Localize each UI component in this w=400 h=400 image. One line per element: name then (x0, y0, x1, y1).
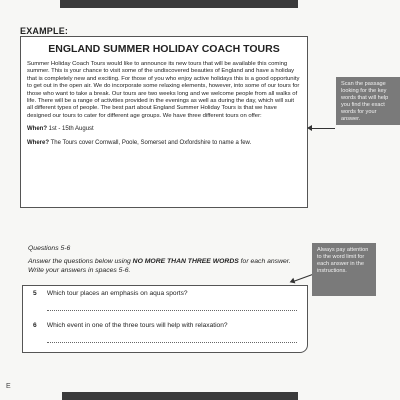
question-text: Which event in one of the three tours will help with relaxation? (46, 322, 228, 329)
questions-title: Questions 5-6 (28, 245, 71, 252)
example-title: ENGLAND SUMMER HOLIDAY COACH TOURS (48, 43, 280, 55)
where-value: The Tours cover Cornwall, Poole, Somerset and Oxfordshire to name a few. (50, 139, 252, 146)
when-line (27, 126, 301, 134)
answer-line-6[interactable] (47, 342, 297, 343)
where-label: Where? (27, 139, 50, 146)
bottom-decorative-bar (62, 392, 298, 400)
where-line (27, 140, 301, 148)
arrow-left-icon (311, 128, 335, 129)
instruction-bold: NO MORE THAN THREE WORDS (132, 258, 239, 265)
tip-box-word-limit: Always pay attention to the word limit for each answer in the instructions. (312, 243, 376, 296)
when-label: When? (27, 126, 47, 133)
question-number: 5 (33, 290, 37, 297)
instruction-line2: Write your answers in spaces 5-6. (28, 267, 131, 274)
example-label: EXAMPLE: (20, 26, 69, 36)
top-decorative-bar (60, 0, 298, 8)
page-marker: E (6, 383, 11, 390)
tip-box-scan: Scan the passage looking for the key words that will help you find the exact words for your answer. (336, 77, 400, 125)
example-paragraph: Summer Holiday Coach Tours would like to announce its new tours that will be available this coming summer. This is your chance to visit some of the undiscovered beauties of England and have a holiday that is completely new and exciting. For those of you who enjoy active holidays this is a good opportunity to get out in the open air. We do incorporate some relaxing elements, however, into some of our tours for those who want to take a break. Our tours are two weeks long and we welcome people from all walks of life. There will be a range of activities provided in the evenings as well as during the day, which will suit all different types of people. The best part about England Summer Holiday Tours is that we have designed our tours to cater for different age groups. We have three different tours on offer: (27, 61, 300, 119)
when-value: 1st - 15th August (48, 126, 94, 133)
questions-instructions (28, 257, 291, 275)
question-text: Which tour places an emphasis on aqua sports? (46, 290, 188, 297)
instruction-end: for each answer. (238, 258, 291, 265)
answer-line-5[interactable] (47, 310, 297, 311)
question-6 (33, 322, 228, 329)
question-5 (33, 290, 188, 297)
example-box (20, 36, 308, 208)
instruction-start: Answer the questions below using (28, 258, 133, 265)
questions-box (22, 285, 308, 353)
question-number: 6 (33, 322, 37, 329)
